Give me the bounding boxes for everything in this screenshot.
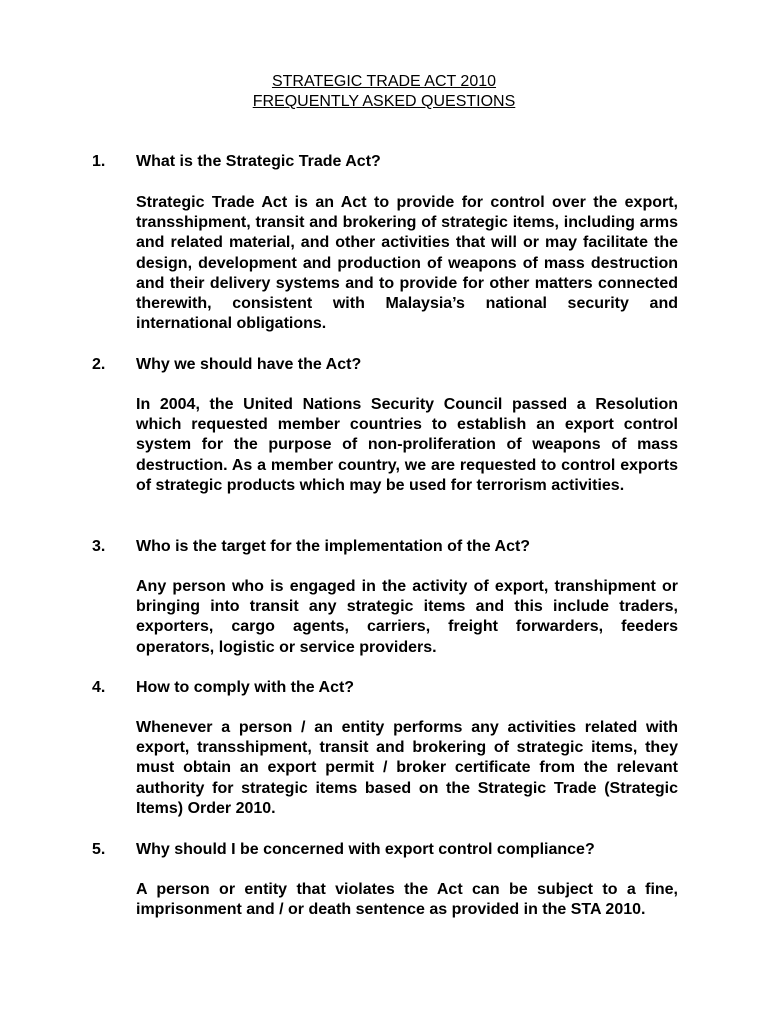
document-title: STRATEGIC TRADE ACT 2010: [271, 73, 497, 90]
document-subtitle: FREQUENTLY ASKED QUESTIONS: [252, 93, 516, 110]
question-text: Why we should have the Act?: [136, 356, 362, 373]
answer-text: Strategic Trade Act is an Act to provide for control over the export, transshipment, transit and brokering of strategic items, including arms and related material, and other activities that will or may facilitate the design, development and production of weapons of mass destruction and their delivery systems and to provide for other matters connected therewith, consistent with Malaysia’s national security and international obligations.: [136, 194, 678, 333]
question-text: Why should I be concerned with export control compliance?: [136, 841, 595, 858]
answer-text: In 2004, the United Nations Security Council passed a Resolution which requested member countries to establish an export control system for the purpose of non-proliferation of weapons of mass destruction. As a member country, we are requested to control exports of strategic products which may be used for terrorism activities.: [136, 396, 678, 494]
question-number: 1.: [92, 153, 106, 170]
question-text: How to comply with the Act?: [136, 679, 355, 696]
answer-text: A person or entity that violates the Act can be subject to a fine, imprisonment and / or death sentence as provided in the STA 2010.: [136, 881, 678, 919]
question-number: 4.: [92, 679, 106, 696]
question-number: 5.: [92, 841, 106, 858]
question-text: Who is the target for the implementation of the Act?: [136, 538, 531, 555]
answer-text: Whenever a person / an entity performs any activities related with export, transshipment, transit and brokering of strategic items, they must obtain an export permit / broker certificate from the relevant authority for strategic items based on the Strategic Trade (Strategic Items) Order 2010.: [136, 719, 678, 817]
question-text: What is the Strategic Trade Act?: [136, 153, 381, 170]
question-number: 3.: [92, 538, 106, 555]
question-number: 2.: [92, 356, 106, 373]
answer-text: Any person who is engaged in the activity of export, transhipment or bringing into transit any strategic items and this include traders, exporters, cargo agents, carriers, freight forwarders, feeders operators, logistic or service providers.: [136, 578, 678, 656]
